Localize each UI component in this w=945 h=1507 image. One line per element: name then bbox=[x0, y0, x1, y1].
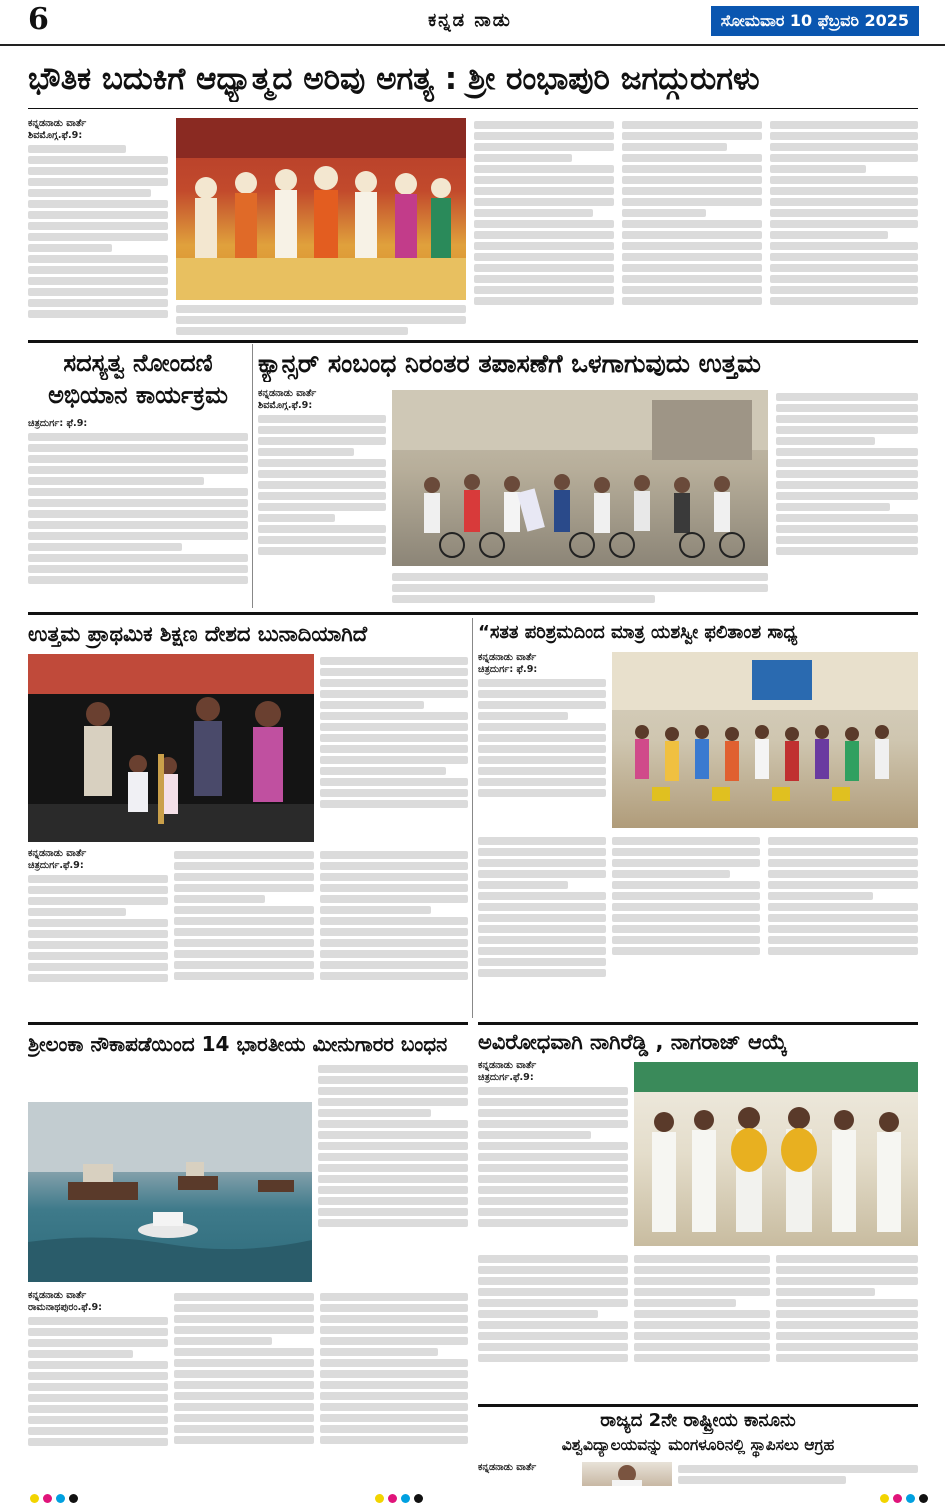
article-body-sadasyatva: ಚಿತ್ರದುರ್ಗ: ಫೆ.9: bbox=[28, 418, 248, 608]
article-body-parishrama-col3 bbox=[612, 834, 760, 1018]
article-body-avirodha-col4 bbox=[478, 1252, 628, 1400]
headline-srilanka: ಶ್ರೀಲಂಕಾ ನೌಕಾಪಡೆಯಿಂದ 14 ಭಾರತೀಯ ಮೀನುಗಾರರ ಬಂಧನ bbox=[28, 1032, 448, 1056]
headline-avirodha: ಅವಿರೋಧವಾಗಿ ನಾಗಿರೆಡ್ಡಿ , ನಾಗರಾಜ್ ಆಯ್ಕೆ bbox=[478, 1030, 788, 1054]
headline-education: ಉತ್ತಮ ಪ್ರಾಥಮಿಕ ಶಿಕ್ಷಣ ದೇಶದ ಬುನಾದಿಯಾಗಿದೆ bbox=[28, 622, 368, 646]
article-body-education-col4 bbox=[320, 848, 468, 1020]
article-body-cancer-col1: ಕನ್ನಡನಾಡು ವಾರ್ತೆ ಶಿವಮೊಗ್ಗ.ಫೆ.9: bbox=[258, 388, 386, 608]
headline-cancer: ಕ್ಯಾನ್ಸರ್ ಸಂಬಂಧ ನಿರಂತರ ತಪಾಸಣೆಗೆ ಒಳಗಾಗುವುದು ಉತ್ತಮ bbox=[258, 349, 761, 378]
column-divider bbox=[252, 344, 253, 608]
registration-marks-left bbox=[30, 1494, 78, 1503]
article-body-srilanka-col4 bbox=[320, 1290, 468, 1478]
headline-sadasyatva-line1: ಸದಸ್ಯತ್ವ ನೋಂದಣಿ bbox=[63, 349, 213, 377]
column-divider bbox=[472, 618, 473, 1018]
article-body-rambhapuri-col3 bbox=[474, 118, 614, 336]
article-body-srilanka-col3 bbox=[174, 1290, 314, 1478]
article-body-parishrama-col4 bbox=[768, 834, 918, 1018]
photo-srilanka-boats bbox=[28, 1102, 312, 1282]
photo-cancer-rally bbox=[392, 390, 768, 566]
divider bbox=[478, 1404, 918, 1407]
article-body-education-col2 bbox=[320, 654, 468, 842]
article-body-rambhapuri-col5 bbox=[770, 118, 918, 336]
caption-cancer bbox=[392, 570, 768, 608]
page-number: 6 bbox=[28, 2, 49, 37]
article-body-parishrama-col2 bbox=[478, 834, 606, 1018]
article-body-rambhapuri-col4 bbox=[622, 118, 762, 336]
photo-parishrama-students bbox=[612, 652, 918, 828]
masthead: ಕನ್ನಡ ನಾಡು bbox=[428, 10, 512, 31]
article-body-nlsiu-col1: ಕನ್ನಡನಾಡು ವಾರ್ತೆ bbox=[478, 1462, 537, 1473]
issue-date: ಸೋಮವಾರ 10 ಫೆಬ್ರವರಿ 2025 bbox=[711, 6, 919, 36]
photo-rambhapuri-event bbox=[176, 118, 466, 300]
photo-education-event bbox=[28, 654, 314, 842]
headline-sadasyatva-line2: ಅಭಿಯಾನ ಕಾರ್ಯಕ್ರಮ bbox=[48, 381, 228, 409]
headline-parishrama: “ಸತತ ಪರಿಶ್ರಮದಿಂದ ಮಾತ್ರ ಯಶಸ್ವೀ ಫಲಿತಾಂಶ ಸಾಧ್ಯ bbox=[478, 622, 798, 643]
divider bbox=[28, 108, 918, 109]
headline-nlsiu-line2: ವಿಶ್ವವಿದ್ಯಾಲಯವನ್ನು ಮಂಗಳೂರಿನಲ್ಲಿ ಸ್ಥಾಪಿಸಲು ಆಗ್ರಹ bbox=[561, 1436, 835, 1454]
registration-marks-center bbox=[375, 1494, 423, 1503]
article-body-avirodha-col2 bbox=[634, 1252, 770, 1400]
article-body-nlsiu-col3 bbox=[678, 1462, 918, 1486]
article-body-rambhapuri-col1: ಕನ್ನಡನಾಡು ವಾರ್ತೆ ಶಿವಮೊಗ್ಗ.ಫೆ.9: bbox=[28, 118, 168, 336]
article-body-avirodha-col3 bbox=[776, 1252, 918, 1400]
article-body-parishrama-col1: ಕನ್ನಡನಾಡು ವಾರ್ತೆ ಚಿತ್ರದುರ್ಗ: ಫೆ.9: bbox=[478, 652, 606, 830]
article-body-cancer-col3 bbox=[776, 390, 918, 608]
photo-avirodha-winners bbox=[634, 1062, 918, 1246]
divider bbox=[28, 612, 918, 615]
divider bbox=[28, 340, 918, 343]
headline-rambhapuri: ಭೌತಿಕ ಬದುಕಿಗೆ ಆಧ್ಯಾತ್ಮದ ಅರಿವು ಅಗತ್ಯ : ಶ್ರೀ ರಂಭಾಪುರಿ ಜಗದ್ಗುರುಗಳು bbox=[28, 61, 760, 97]
article-body-srilanka-col1: ಕನ್ನಡನಾಡು ವಾರ್ತೆ ರಾಮನಾಥಪುರಂ.ಫೆ.9: bbox=[28, 1290, 168, 1478]
headline-nlsiu-line1: ರಾಜ್ಯದ 2ನೇ ರಾಷ್ಟ್ರೀಯ ಕಾನೂನು bbox=[600, 1410, 796, 1431]
article-body-avirodha-col1: ಕನ್ನಡನಾಡು ವಾರ್ತೆ ಚಿತ್ರದುರ್ಗ.ಫೆ.9: bbox=[478, 1060, 628, 1246]
article-body-srilanka-col2 bbox=[318, 1062, 468, 1282]
page-header bbox=[0, 0, 945, 46]
registration-marks-right bbox=[880, 1494, 928, 1503]
caption-rambhapuri bbox=[176, 302, 466, 336]
divider bbox=[478, 1022, 918, 1025]
photo-nlsiu-speaker bbox=[582, 1462, 672, 1486]
article-body-education-col1: ಕನ್ನಡನಾಡು ವಾರ್ತೆ ಚಿತ್ರದುರ್ಗ.ಫೆ.9: bbox=[28, 848, 168, 1020]
divider bbox=[28, 1022, 468, 1025]
article-body-education-col3 bbox=[174, 848, 314, 1020]
